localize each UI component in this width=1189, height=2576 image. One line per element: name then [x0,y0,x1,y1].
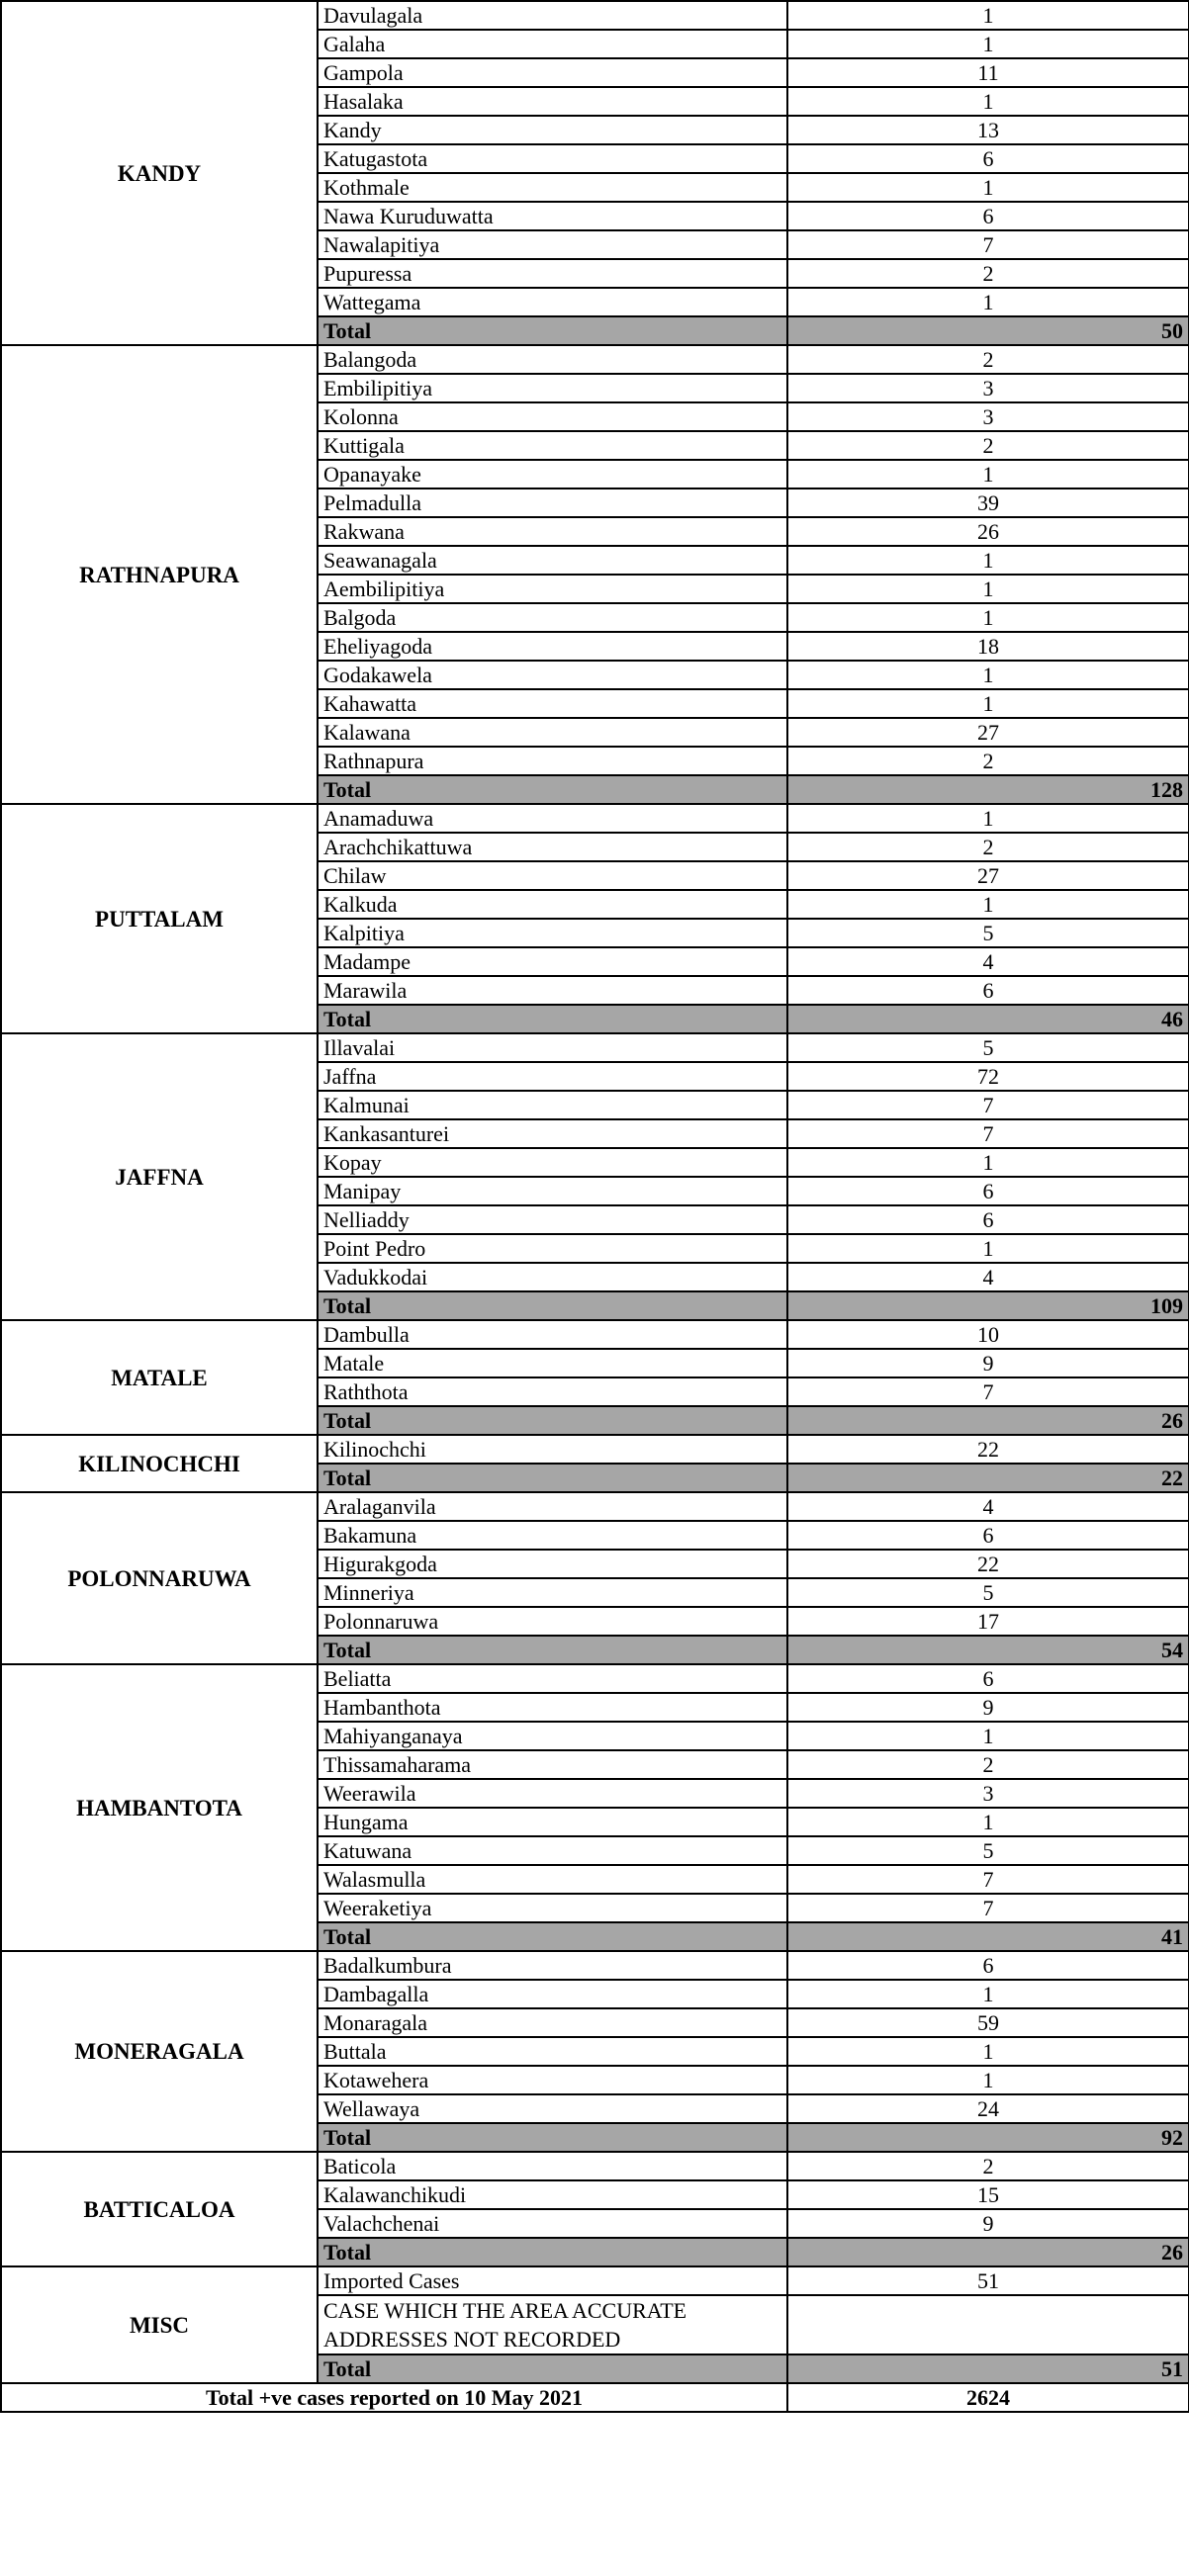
area-name: Godakawela [318,661,787,689]
area-name: Aembilipitiya [318,575,787,603]
area-count: 1 [787,1808,1189,1836]
total-value: 26 [787,2238,1189,2266]
district-name: MISC [1,2266,318,2383]
grand-total-row [1,2383,1189,2412]
area-name: Madampe [318,947,787,976]
area-row [1,1492,1189,1521]
area-count: 9 [787,2209,1189,2238]
area-count: 22 [787,1435,1189,1464]
area-name: Point Pedro [318,1234,787,1263]
area-name: Vadukkodai [318,1263,787,1291]
area-name: Matale [318,1349,787,1377]
total-value: 26 [787,1406,1189,1435]
total-label: Total [318,1005,787,1033]
area-count: 7 [787,1377,1189,1406]
area-name: CASE WHICH THE AREA ACCURATE ADDRESSES NOT RECORDED [318,2295,787,2354]
area-count: 1 [787,546,1189,575]
area-name: Weeraketiya [318,1894,787,1922]
total-value: 22 [787,1464,1189,1492]
area-count: 1 [787,890,1189,919]
area-count: 1 [787,30,1189,58]
area-name: Pelmadulla [318,489,787,517]
total-value: 109 [787,1291,1189,1320]
area-name: Nelliaddy [318,1205,787,1234]
area-name: Buttala [318,2037,787,2066]
area-count: 18 [787,632,1189,661]
area-row [1,2266,1189,2295]
total-value: 54 [787,1636,1189,1664]
area-name: Higurakgoda [318,1550,787,1578]
area-count: 2 [787,259,1189,288]
area-count: 3 [787,402,1189,431]
area-name: Monaragala [318,2008,787,2037]
area-count: 2 [787,833,1189,861]
area-count: 1 [787,288,1189,316]
total-label: Total [318,1406,787,1435]
area-name: Kalpitiya [318,919,787,947]
area-count: 1 [787,1148,1189,1177]
area-count: 3 [787,1779,1189,1808]
total-value: 50 [787,316,1189,345]
area-name: Galaha [318,30,787,58]
area-count: 59 [787,2008,1189,2037]
area-count: 5 [787,1836,1189,1865]
district-name: MONERAGALA [1,1951,318,2152]
area-count: 5 [787,1578,1189,1607]
area-count: 7 [787,1119,1189,1148]
area-count: 1 [787,2066,1189,2094]
area-name: Pupuressa [318,259,787,288]
area-count: 15 [787,2180,1189,2209]
area-count: 6 [787,1664,1189,1693]
area-count: 13 [787,116,1189,144]
area-name: Mahiyanganaya [318,1722,787,1750]
area-name: Marawila [318,976,787,1005]
area-count: 27 [787,718,1189,747]
area-name: Hambanthota [318,1693,787,1722]
area-count: 6 [787,1177,1189,1205]
area-name: Wellawaya [318,2094,787,2123]
grand-total-label: Total +ve cases reported on 10 May 2021 [1,2383,787,2412]
area-count: 1 [787,87,1189,116]
area-count: 2 [787,2152,1189,2180]
area-count: 27 [787,861,1189,890]
table-body [1,1,1189,2383]
area-count: 5 [787,919,1189,947]
area-count [787,2295,1189,2354]
total-label: Total [318,1922,787,1951]
area-count: 1 [787,1234,1189,1263]
area-row [1,345,1189,374]
area-name: Kalmunai [318,1091,787,1119]
area-count: 1 [787,575,1189,603]
area-row [1,1320,1189,1349]
area-count: 1 [787,2037,1189,2066]
area-name: Dambagalla [318,1980,787,2008]
area-name: Nawa Kuruduwatta [318,202,787,230]
area-count: 10 [787,1320,1189,1349]
area-name: Kothmale [318,173,787,202]
district-name: MATALE [1,1320,318,1435]
area-name: Kopay [318,1148,787,1177]
area-count: 6 [787,202,1189,230]
area-count: 6 [787,1521,1189,1550]
area-name: Bakamuna [318,1521,787,1550]
area-count: 1 [787,804,1189,833]
district-name: KILINOCHCHI [1,1435,318,1492]
area-count: 7 [787,1894,1189,1922]
total-label: Total [318,2238,787,2266]
total-label: Total [318,1636,787,1664]
area-name: Kolonna [318,402,787,431]
area-name: Nawalapitiya [318,230,787,259]
area-name: Kalawanchikudi [318,2180,787,2209]
area-name: Weerawila [318,1779,787,1808]
area-count: 72 [787,1062,1189,1091]
area-name: Balgoda [318,603,787,632]
area-name: Opanayake [318,460,787,489]
total-label: Total [318,2354,787,2383]
district-name: POLONNARUWA [1,1492,318,1664]
area-name: Wattegama [318,288,787,316]
area-count: 7 [787,230,1189,259]
area-count: 3 [787,374,1189,402]
district-name: KANDY [1,1,318,345]
area-count: 1 [787,1722,1189,1750]
district-name: HAMBANTOTA [1,1664,318,1951]
total-value: 92 [787,2123,1189,2152]
area-name: Kotawehera [318,2066,787,2094]
area-count: 5 [787,1033,1189,1062]
area-count: 39 [787,489,1189,517]
area-name: Beliatta [318,1664,787,1693]
total-label: Total [318,1291,787,1320]
area-count: 6 [787,1205,1189,1234]
area-name: Manipay [318,1177,787,1205]
area-name: Kalawana [318,718,787,747]
total-value: 46 [787,1005,1189,1033]
area-row [1,1033,1189,1062]
area-count: 4 [787,1263,1189,1291]
area-name: Raththota [318,1377,787,1406]
area-name: Minneriya [318,1578,787,1607]
area-count: 9 [787,1693,1189,1722]
area-count: 1 [787,173,1189,202]
area-row [1,1,1189,30]
area-count: 1 [787,1980,1189,2008]
area-count: 1 [787,661,1189,689]
total-label: Total [318,1464,787,1492]
area-name: Embilipitiya [318,374,787,402]
area-name: Balangoda [318,345,787,374]
area-row [1,1435,1189,1464]
area-row [1,804,1189,833]
area-count: 51 [787,2266,1189,2295]
area-count: 9 [787,1349,1189,1377]
district-name: RATHNAPURA [1,345,318,804]
total-label: Total [318,775,787,804]
area-name: Hungama [318,1808,787,1836]
area-count: 2 [787,747,1189,775]
total-label: Total [318,316,787,345]
area-name: Eheliyagoda [318,632,787,661]
area-row [1,1664,1189,1693]
area-count: 4 [787,1492,1189,1521]
area-count: 6 [787,144,1189,173]
area-count: 1 [787,689,1189,718]
total-label: Total [318,2123,787,2152]
area-name: Kilinochchi [318,1435,787,1464]
area-name: Imported Cases [318,2266,787,2295]
area-count: 4 [787,947,1189,976]
district-name: JAFFNA [1,1033,318,1320]
area-count: 1 [787,1,1189,30]
area-name: Katugastota [318,144,787,173]
area-count: 7 [787,1091,1189,1119]
area-name: Badalkumbura [318,1951,787,1980]
area-name: Valachchenai [318,2209,787,2238]
area-name: Katuwana [318,1836,787,1865]
area-name: Chilaw [318,861,787,890]
area-name: Kankasanturei [318,1119,787,1148]
area-name: Aralaganvila [318,1492,787,1521]
total-value: 128 [787,775,1189,804]
area-name: Hasalaka [318,87,787,116]
area-name: Illavalai [318,1033,787,1062]
area-count: 6 [787,976,1189,1005]
area-count: 22 [787,1550,1189,1578]
area-name: Dambulla [318,1320,787,1349]
area-count: 17 [787,1607,1189,1636]
area-name: Anamaduwa [318,804,787,833]
district-name: PUTTALAM [1,804,318,1033]
area-name: Rathnapura [318,747,787,775]
area-name: Arachchikattuwa [318,833,787,861]
area-name: Thissamaharama [318,1750,787,1779]
area-count: 1 [787,460,1189,489]
area-row [1,1951,1189,1980]
area-name: Seawanagala [318,546,787,575]
area-row [1,2152,1189,2180]
grand-total-value: 2624 [787,2383,1189,2412]
area-count: 1 [787,603,1189,632]
area-count: 2 [787,345,1189,374]
total-value: 51 [787,2354,1189,2383]
area-name: Baticola [318,2152,787,2180]
area-name: Polonnaruwa [318,1607,787,1636]
area-count: 26 [787,517,1189,546]
area-count: 7 [787,1865,1189,1894]
area-count: 2 [787,1750,1189,1779]
area-name: Kalkuda [318,890,787,919]
area-count: 24 [787,2094,1189,2123]
area-name: Jaffna [318,1062,787,1091]
area-count: 6 [787,1951,1189,1980]
area-name: Kahawatta [318,689,787,718]
district-name: BATTICALOA [1,2152,318,2266]
area-name: Kuttigala [318,431,787,460]
total-value: 41 [787,1922,1189,1951]
area-name: Walasmulla [318,1865,787,1894]
area-name: Davulagala [318,1,787,30]
area-name: Gampola [318,58,787,87]
area-name: Kandy [318,116,787,144]
area-name: Rakwana [318,517,787,546]
area-count: 2 [787,431,1189,460]
area-count: 11 [787,58,1189,87]
